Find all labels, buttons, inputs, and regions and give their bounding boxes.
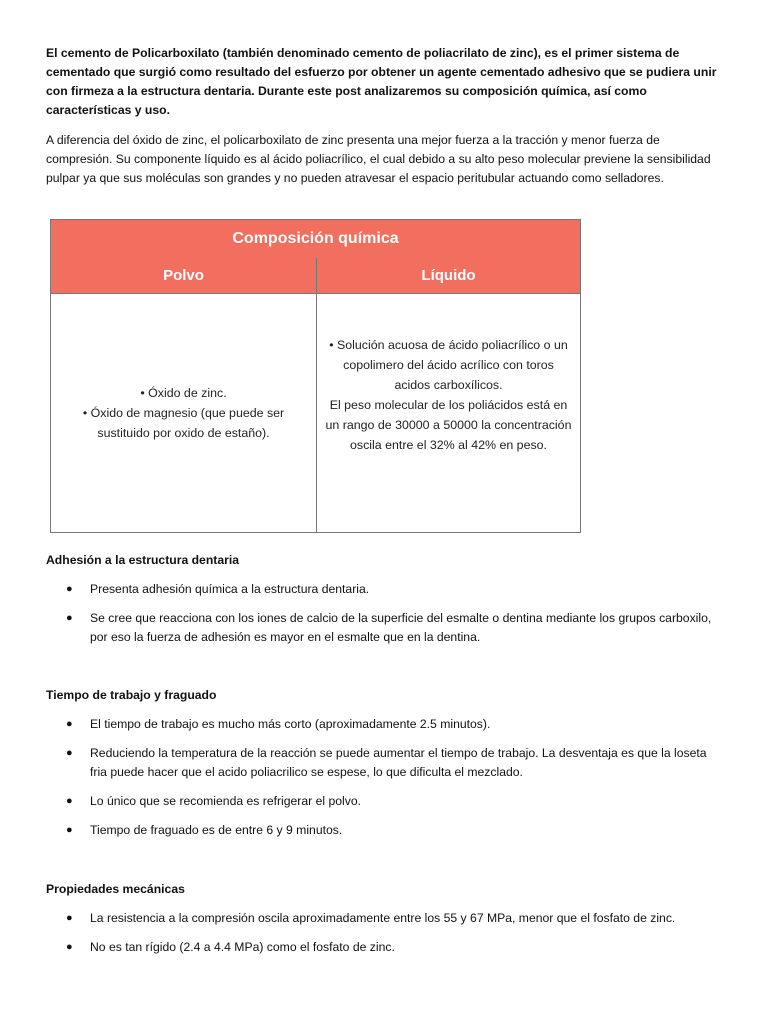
- list-item: [46, 715, 726, 734]
- list-item-text: No es tan rígido (2.4 a 4.4 MPa) como el fosfato de zinc.: [90, 940, 395, 954]
- list-item-text: Tiempo de fraguado es de entre 6 y 9 minutos.: [90, 823, 343, 837]
- intro-paragraph-1: El cemento de Policarboxilato (también denominado cemento de poliacrilato de zinc), es el primer sistema de cementado que surgió como resultado del esfuerzo por obtener un agente cementado adhesivo que se pudiera unir con firmeza a la estructura dentaria. Durante este post analizaremos su composición química, así como características y uso.: [46, 46, 717, 117]
- liquid-cell: [317, 294, 580, 532]
- list-item: [46, 821, 726, 840]
- column-header-liquid: Líquido: [317, 258, 580, 294]
- list-item: [46, 744, 726, 782]
- liquid-item-solution: • Solución acuosa de ácido poliacrílico o un copolimero del ácido acrílico con toros acidos carboxílicos.: [329, 338, 568, 392]
- list-item-text: Lo único que se recomienda es refrigerar el polvo.: [90, 794, 361, 808]
- bullet-icon: ●: [66, 795, 73, 807]
- powder-item-magnesium-oxide: • Óxido de magnesio (que puede ser sustituido por oxido de estaño).: [82, 406, 285, 440]
- list-item: [46, 938, 726, 957]
- composition-table: [50, 219, 581, 533]
- working-time-list: [46, 715, 726, 850]
- list-item: [46, 909, 726, 928]
- intro-paragraph-2: A diferencia del óxido de zinc, el policarboxilato de zinc presenta una mejor fuerza a la tracción y menor fuerza de compresión. Su componente líquido es al ácido poliacrílico, el cual debido a su alto peso molecular previene la sensibilidad pulpar ya que sus moléculas son grandes y no pueden atravesar el espacio peritubular actuando como selladores.: [46, 133, 711, 185]
- powder-cell: [51, 294, 317, 532]
- list-item-text: La resistencia a la compresión oscila aproximadamente entre los 55 y 67 MPa, menor que el fosfato de zinc.: [90, 911, 676, 925]
- section-heading-working-time: Tiempo de trabajo y fraguado: [46, 688, 217, 702]
- adhesion-list: [46, 580, 726, 657]
- bullet-icon: ●: [66, 747, 73, 759]
- list-item-text: El tiempo de trabajo es mucho más corto (aproximadamente 2.5 minutos).: [90, 717, 491, 731]
- list-item-text: Presenta adhesión química a la estructura dentaria.: [90, 582, 370, 596]
- bullet-icon: ●: [66, 612, 73, 624]
- mechanical-properties-list: [46, 909, 726, 967]
- section-heading-mechanical-properties: Propiedades mecánicas: [46, 882, 185, 896]
- table-title: Composición química: [51, 220, 580, 259]
- bullet-icon: ●: [66, 941, 73, 953]
- bullet-icon: ●: [66, 912, 73, 924]
- bullet-icon: ●: [66, 718, 73, 730]
- list-item: [46, 792, 726, 811]
- list-item: [46, 580, 726, 599]
- bullet-icon: ●: [66, 824, 73, 836]
- list-item-text: Se cree que reacciona con los iones de calcio de la superficie del esmalte o dentina mediante los grupos carboxilo, por eso la fuerza de adhesión es mayor en el esmalte que en la dentina.: [90, 611, 712, 644]
- section-heading-adhesion: Adhesión a la estructura dentaria: [46, 553, 240, 567]
- powder-item-zinc-oxide: • Óxido de zinc.: [140, 386, 227, 400]
- list-item-text: Reduciendo la temperatura de la reacción se puede aumentar el tiempo de trabajo. La desventaja es que la loseta fria puede hacer que el acido poliacrilico se espese, lo que dificulta el mezclado.: [90, 746, 707, 779]
- column-header-powder: Polvo: [51, 258, 317, 294]
- list-item: [46, 609, 726, 647]
- liquid-item-molecular-weight: El peso molecular de los poliácidos está en un rango de 30000 a 50000 la concentración oscila entre el 32% al 42% en peso.: [325, 398, 572, 452]
- bullet-icon: ●: [66, 583, 73, 595]
